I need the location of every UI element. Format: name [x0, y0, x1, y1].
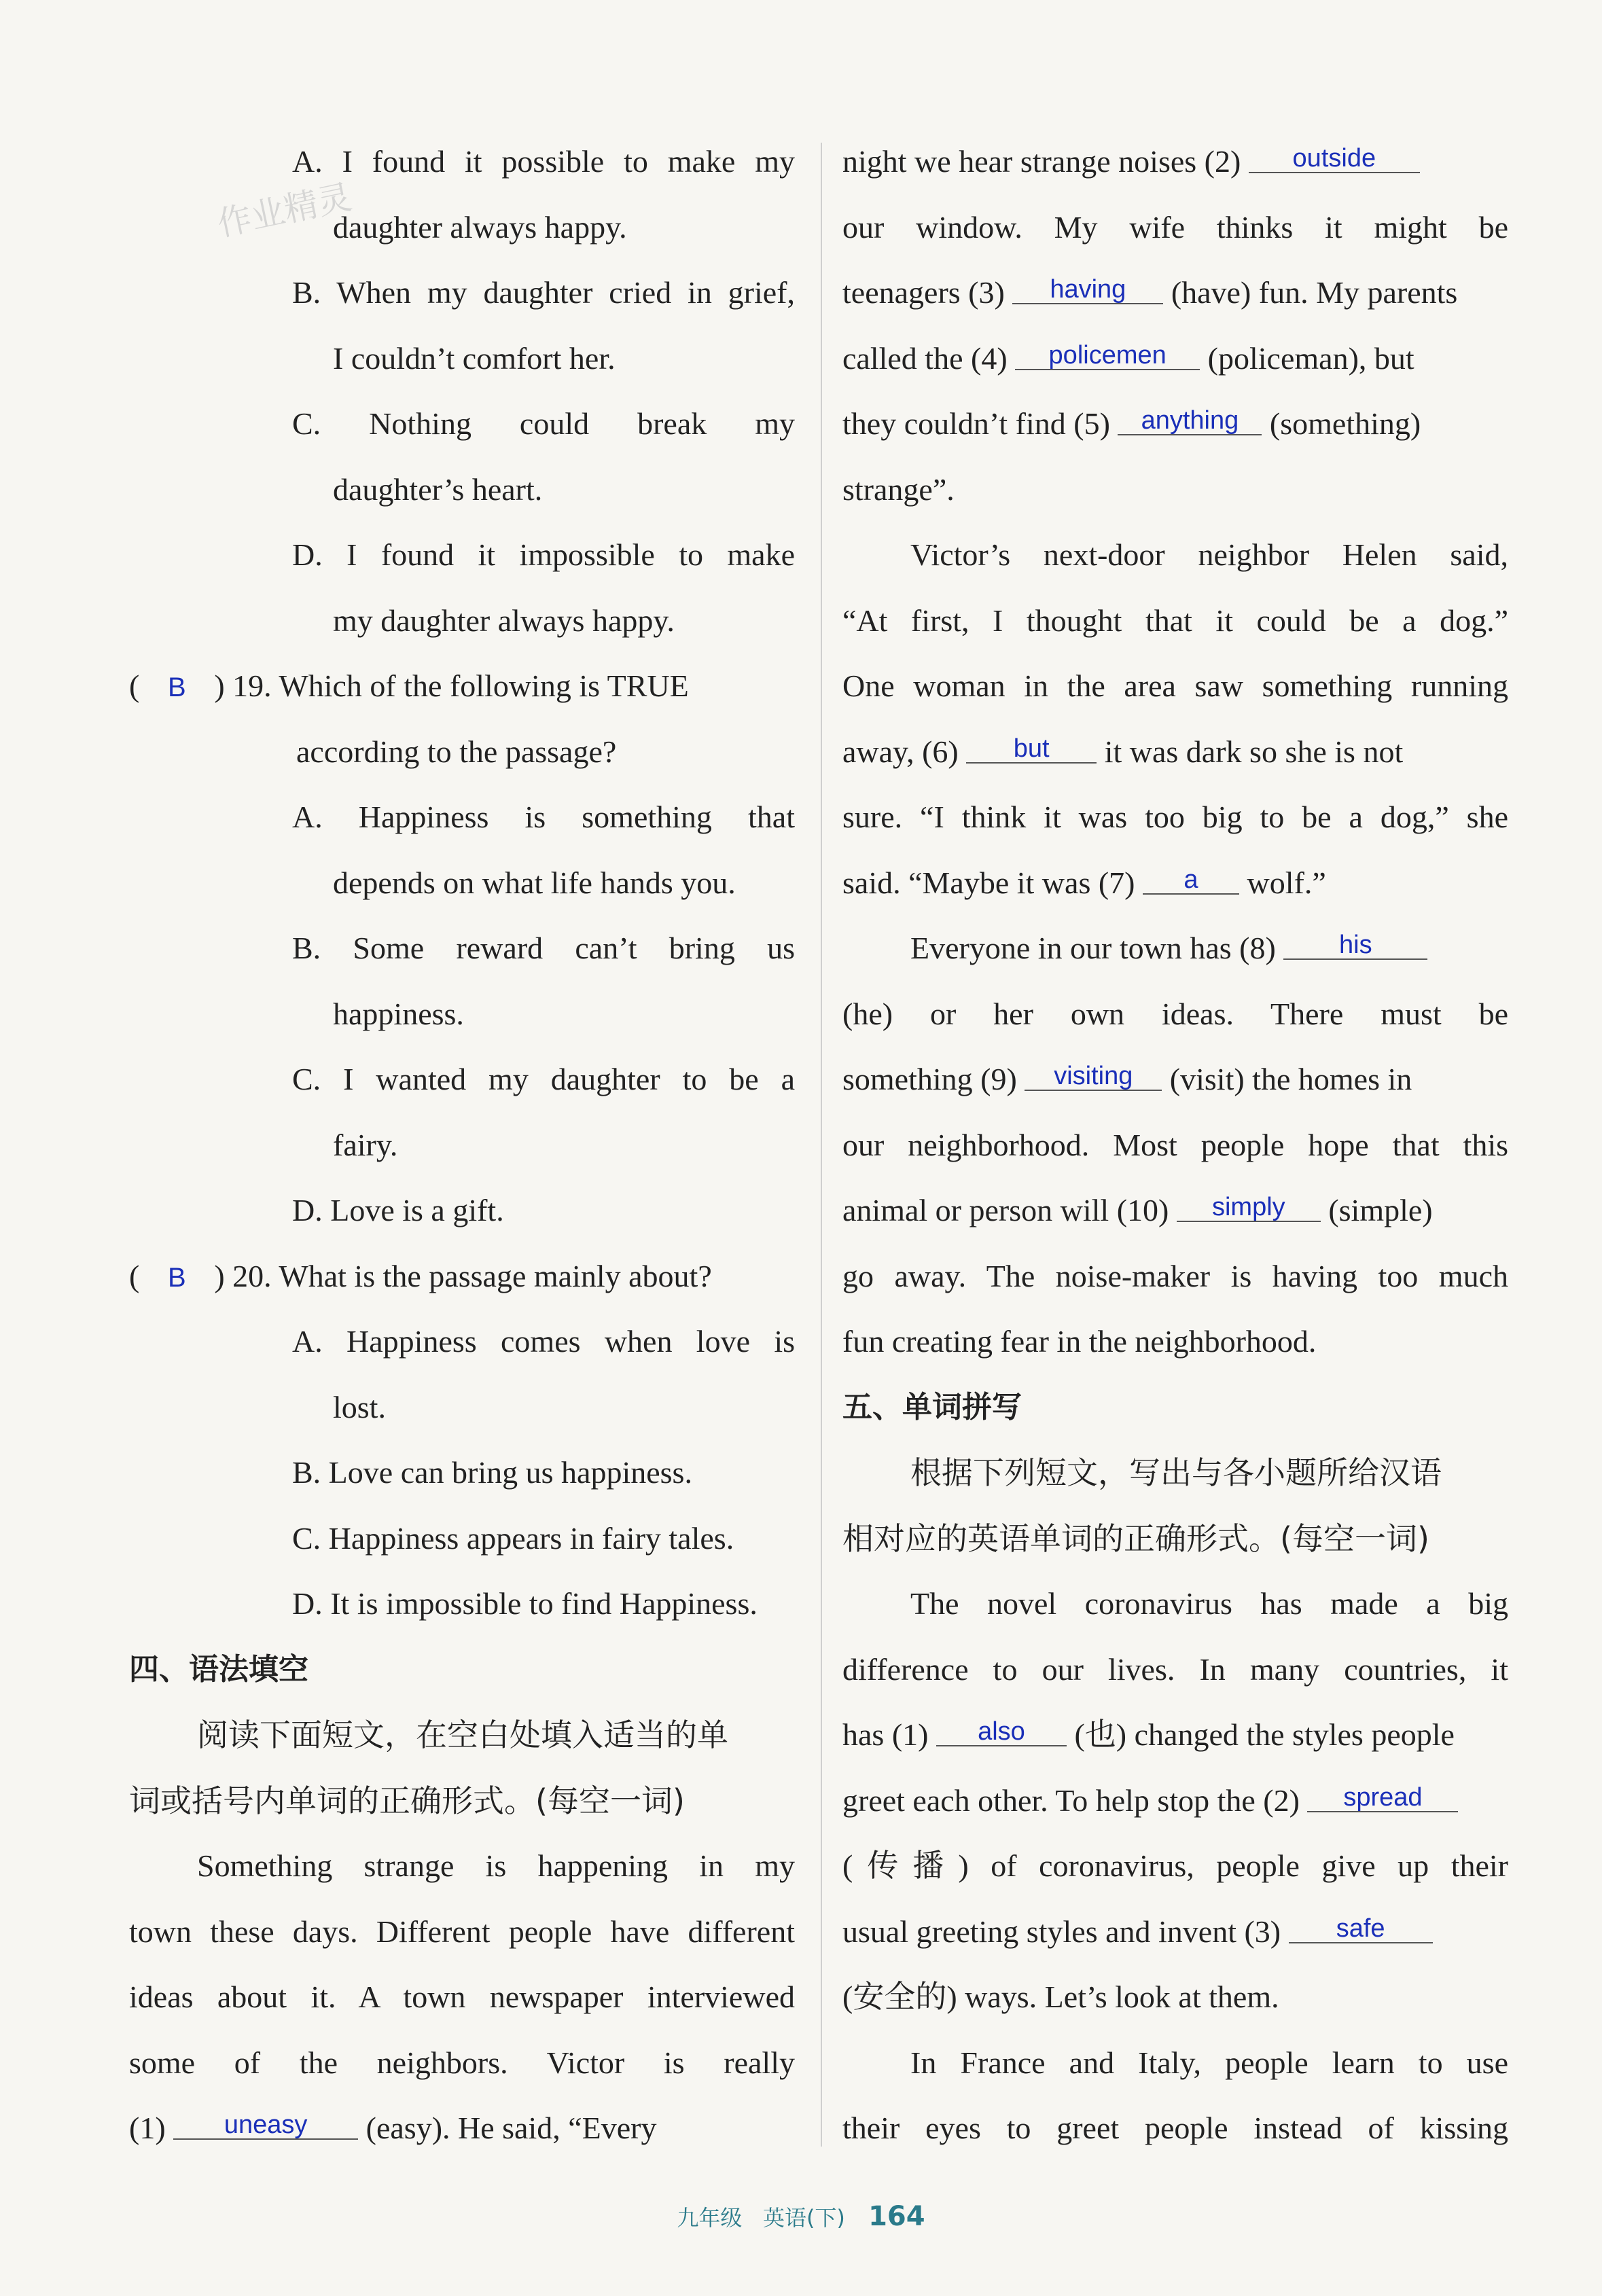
- passage-line-19: fun creating fear in the neighborhood.: [842, 1324, 1317, 1359]
- q19-question-line1: ( B ) 19. Which of the following is TRUE: [129, 653, 795, 719]
- section4-passage-line2: town these days. Different people have different: [129, 1914, 795, 1949]
- passage-line-12: said. “Maybe it was (7) a wolf.”: [842, 865, 1326, 900]
- q19-option-a-line1: A. Happiness is something that: [292, 800, 795, 834]
- passage-line-6: strange”.: [842, 471, 955, 507]
- q18-option-d-line2: my daughter always happy.: [333, 603, 675, 638]
- q20-option-b: B. Love can bring us happiness.: [292, 1455, 692, 1490]
- passage-line-13: Everyone in our town has (8) his: [842, 916, 1508, 982]
- spelling-1-answer: also: [936, 1718, 1067, 1746]
- passage-line-14: (he) or her own ideas. There must be: [842, 996, 1508, 1031]
- blank-8-answer: his: [1283, 931, 1427, 960]
- passage-line-9: One woman in the area saw something running: [842, 668, 1508, 703]
- section4-passage-line1: Something strange is happening in my: [197, 1848, 795, 1883]
- section4-passage-line3: ideas about it. A town newspaper interviewed: [129, 1979, 795, 2014]
- q18-option-d-line1: D. I found it impossible to make: [292, 537, 795, 572]
- passage-line-18: go away. The noise-maker is having too much: [842, 1258, 1508, 1293]
- blank-7-answer: a: [1143, 866, 1239, 895]
- q19-option-c-line2: fairy.: [333, 1127, 398, 1162]
- footer-grade: 九年级: [677, 2205, 743, 2231]
- passage-line-16: our neighborhood. Most people hope that this: [842, 1127, 1508, 1162]
- passage-line-7: Victor’s next-door neighbor Helen said,: [910, 537, 1508, 572]
- column-divider: [821, 143, 822, 2147]
- passage-line-15: something (9) visiting (visit) the homes in: [842, 1062, 1412, 1096]
- spelling-3-answer: safe: [1289, 1915, 1433, 1943]
- q19-option-b-line1: B. Some reward can’t bring us: [292, 931, 795, 965]
- passage-line-8: “At first, I thought that it could be a dog.”: [842, 603, 1508, 638]
- blank-9-answer: visiting: [1025, 1062, 1162, 1091]
- passage-line-10: away, (6) but it was dark so she is not: [842, 734, 1404, 769]
- q20-option-a-line2: lost.: [333, 1389, 386, 1424]
- section4-heading: 四、语法填空: [129, 1651, 308, 1687]
- q20-option-c: C. Happiness appears in fairy tales.: [292, 1520, 734, 1556]
- section5-line-2: difference to our lives. In many countries, it: [842, 1651, 1508, 1687]
- section5-instruction-line1: 根据下列短文，写出与各小题所给汉语: [910, 1454, 1442, 1491]
- q18-option-a-line2: daughter always happy.: [333, 209, 627, 245]
- passage-line-3: teenagers (3) having (have) fun. My parents: [842, 275, 1458, 310]
- q20-question: ( B ) 20. What is the passage mainly about?: [129, 1244, 795, 1310]
- passage-line-11: sure. “I think it was too big to be a dog,” she: [842, 800, 1508, 834]
- passage-line-5: they couldn’t find (5) anything (something): [842, 406, 1421, 441]
- q19-option-d: D. Love is a gift.: [292, 1193, 504, 1227]
- section5-line-4: greet each other. To help stop the (2) spread: [842, 1768, 1508, 1834]
- section5-line-7: (安全的) ways. Let’s look at them.: [842, 1979, 1279, 2014]
- q19-option-a-line2: depends on what life hands you.: [333, 865, 736, 900]
- section4-blank1-line: (1) uneasy (easy). He said, “Every: [129, 2111, 657, 2145]
- blank-2-answer: outside: [1249, 145, 1420, 173]
- blank-10-answer: simply: [1177, 1194, 1321, 1222]
- q18-option-a-line1: A. I found it possible to make my: [292, 144, 795, 179]
- blank-1-answer: uneasy: [173, 2111, 358, 2140]
- section4-instruction-line1: 阅读下面短文，在空白处填入适当的单: [197, 1717, 728, 1753]
- blank-3-answer: having: [1012, 276, 1163, 304]
- page-footer: [0, 2201, 1602, 2232]
- q19-question-line2: according to the passage?: [296, 734, 617, 769]
- q20-question-text: ) 20. What is the passage mainly about?: [214, 1258, 712, 1293]
- section5-line-3: has (1) also (也) changed the styles people: [842, 1717, 1455, 1752]
- blank-6-answer: but: [966, 735, 1097, 764]
- passage-line-4: called the (4) policemen (policeman), but: [842, 340, 1414, 376]
- q20-option-d: D. It is impossible to find Happiness.: [292, 1586, 758, 1621]
- q20-answer: B: [167, 1262, 186, 1293]
- left-column: [129, 129, 795, 2162]
- blank-4-answer: policemen: [1015, 342, 1200, 370]
- footer-subject: 英语(下): [762, 2205, 845, 2231]
- spelling-2-answer: spread: [1307, 1784, 1458, 1812]
- q18-option-c-line2: daughter’s heart.: [333, 471, 543, 507]
- q19-option-c-line1: C. I wanted my daughter to be a: [292, 1062, 795, 1096]
- q18-option-c-line1: C. Nothing could break my: [292, 406, 795, 441]
- section5-line-1: The novel coronavirus has made a big: [910, 1586, 1508, 1621]
- section4-passage-line4: some of the neighbors. Victor is really: [129, 2045, 795, 2080]
- q18-option-b-line1: B. When my daughter cried in grief,: [292, 275, 795, 310]
- section5-line-5: (传播) of coronavirus, people give up their: [842, 1848, 1508, 1883]
- watermark: 作业精灵: [213, 177, 355, 245]
- page-number: 164: [868, 2201, 925, 2232]
- passage-line-17: animal or person will (10) simply (simple): [842, 1193, 1433, 1227]
- right-column: [842, 129, 1508, 2162]
- q19-answer: B: [167, 672, 186, 702]
- section5-heading: 五、单词拼写: [842, 1389, 1022, 1424]
- passage-line-1: night we hear strange noises (2) outside: [842, 129, 1508, 195]
- section5-line-9: their eyes to greet people instead of kissing: [842, 2111, 1508, 2145]
- section5-line-8: In France and Italy, people learn to use: [910, 2045, 1508, 2080]
- blank-5-answer: anything: [1118, 407, 1262, 435]
- section5-line-6: usual greeting styles and invent (3) safe: [842, 1899, 1508, 1965]
- q19-option-b-line2: happiness.: [333, 996, 464, 1031]
- q20-option-a-line1: A. Happiness comes when love is: [292, 1324, 795, 1359]
- section5-instruction-line2: 相对应的英语单词的正确形式。(每空一词): [842, 1520, 1429, 1557]
- section4-instruction-line2: 词或括号内单词的正确形式。(每空一词): [129, 1782, 685, 1819]
- q19-question-text: ) 19. Which of the following is TRUE: [214, 668, 689, 703]
- passage-line-2: our window. My wife thinks it might be: [842, 209, 1508, 245]
- q18-option-b-line2: I couldn’t comfort her.: [333, 340, 616, 376]
